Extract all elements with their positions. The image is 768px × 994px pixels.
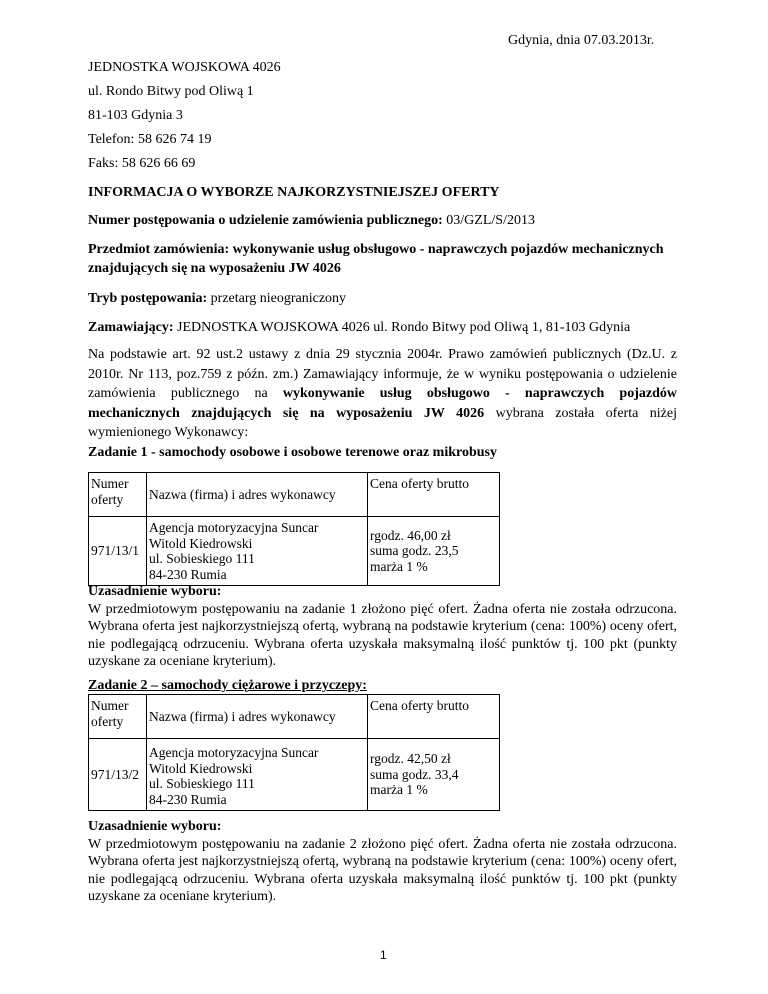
intro-part2: wybrana została oferta niżej wymienionego Wykonawcy: bbox=[88, 405, 677, 441]
offer-number: 971/13/2 bbox=[89, 739, 147, 811]
procedure-number-value: 03/GZL/S/2013 bbox=[442, 213, 535, 228]
subject-value: wykonywanie usług obsługowo - naprawczych pojazdów mechanicznych bbox=[229, 242, 664, 257]
table-row bbox=[89, 739, 500, 811]
task2-justification bbox=[88, 818, 677, 906]
contractor-cell bbox=[147, 517, 368, 586]
ordering-party-label: Zamawiający: bbox=[88, 320, 174, 335]
subject-line1 bbox=[88, 242, 664, 258]
price-line: suma godz. 23,5 bbox=[370, 543, 459, 559]
price-line: suma godz. 33,4 bbox=[370, 766, 459, 782]
page-number: 1 bbox=[380, 948, 387, 962]
document-title: INFORMACJA O WYBORZE NAJKORZYSTNIEJSZEJ OFERTY bbox=[88, 185, 500, 200]
col-price-header: Cena oferty brutto bbox=[368, 473, 500, 517]
contractor-line: Agencja motoryzacyjna Suncar bbox=[149, 520, 319, 535]
ordering-party bbox=[88, 320, 630, 336]
place-date: Gdynia, dnia 07.03.2013r. bbox=[508, 33, 655, 48]
offer-number: 971/13/1 bbox=[89, 517, 147, 586]
price-line: rgodz. 46,00 zł bbox=[370, 527, 451, 543]
intro-bold: wykonywanie usług obsługowo - naprawczych pojazdów mechanicznych znajdujących się na wyposażeniu JW 4026 bbox=[88, 386, 677, 421]
subject-label: Przedmiot zamówienia: bbox=[88, 242, 230, 257]
price-line: marża 1 % bbox=[370, 782, 428, 798]
col-number-header: Numer oferty bbox=[89, 695, 147, 739]
procedure-mode bbox=[88, 291, 346, 307]
task1-offer-table bbox=[88, 472, 500, 586]
subject-line2: znajdujących się na wyposażeniu JW 4026 bbox=[88, 261, 341, 276]
price-line: marża 1 % bbox=[370, 558, 428, 574]
price-line: rgodz. 42,50 zł bbox=[370, 751, 451, 767]
unit-street: ul. Rondo Bitwy pod Oliwą 1 bbox=[88, 84, 254, 99]
col-price-header: Cena oferty brutto bbox=[368, 695, 500, 739]
justification-text: W przedmiotowym postępowaniu na zadanie 1 złożono pięć ofert. Żadna oferta nie została odrzucona. Wybrana oferta jest najkorzystniejszą ofertą, wybraną na podstawie kryterium (cena: 100%) oceny ofert, nie podlegającą odrzuceniu. Wybrana oferta uzyskała maksymalną ilość punktów tj. 100 pkt (punkty uzyskane za oceniane kryterium). bbox=[88, 601, 677, 669]
contractor-cell bbox=[147, 739, 368, 811]
procedure-number-label: Numer postępowania o udzielenie zamówienia publicznego: bbox=[88, 213, 443, 228]
col-name-header: Nazwa (firma) i adres wykonawcy bbox=[147, 473, 368, 517]
mode-value: przetarg nieograniczony bbox=[207, 291, 347, 306]
price-cell bbox=[368, 517, 500, 586]
contractor-line: ul. Sobieskiego 111 bbox=[149, 776, 255, 791]
col-number-header: Numer oferty bbox=[89, 473, 147, 517]
procedure-number bbox=[88, 213, 535, 229]
intro-paragraph bbox=[88, 345, 677, 443]
contractor-line: 84-230 Rumia bbox=[149, 566, 227, 582]
task1-heading: Zadanie 1 - samochody osobowe i osobowe terenowe oraz mikrobusy bbox=[88, 445, 497, 460]
table-header-row bbox=[89, 695, 500, 739]
justification-label: Uzasadnienie wyboru: bbox=[88, 584, 222, 599]
col-name-header: Nazwa (firma) i adres wykonawcy bbox=[147, 695, 368, 739]
contractor-line: Witold Kiedrowski bbox=[149, 535, 253, 551]
contractor-line: ul. Sobieskiego 111 bbox=[149, 551, 255, 566]
contractor-line: 84-230 Rumia bbox=[149, 791, 227, 807]
table-row bbox=[89, 517, 500, 586]
task2-heading: Zadanie 2 – samochody ciężarowe i przyczepy: bbox=[88, 678, 367, 693]
justification-text: W przedmiotowym postępowaniu na zadanie 2 złożono pięć ofert. Żadna oferta nie została odrzucona. Wybrana oferta jest najkorzystniejszą ofertą, wybraną na podstawie kryterium (cena: 100%) oceny ofert, nie podlegającą odrzuceniu. Wybrana oferta uzyskała maksymalną ilość punktów tj. 100 pkt (punkty uzyskane za oceniane kryterium). bbox=[88, 836, 677, 904]
justification-label: Uzasadnienie wyboru: bbox=[88, 819, 222, 834]
task1-justification bbox=[88, 583, 677, 671]
contractor-line: Witold Kiedrowski bbox=[149, 760, 253, 776]
unit-phone: Telefon: 58 626 74 19 bbox=[88, 132, 212, 147]
contractor-line: Agencja motoryzacyjna Suncar bbox=[149, 745, 319, 760]
task2-offer-table bbox=[88, 694, 500, 811]
mode-label: Tryb postępowania: bbox=[88, 291, 208, 306]
table-header-row bbox=[89, 473, 500, 517]
unit-postal: 81-103 Gdynia 3 bbox=[88, 108, 183, 123]
ordering-party-value: JEDNOSTKA WOJSKOWA 4026 ul. Rondo Bitwy pod Oliwą 1, 81-103 Gdynia bbox=[173, 320, 631, 335]
unit-name: JEDNOSTKA WOJSKOWA 4026 bbox=[88, 60, 281, 75]
intro-part1: Na podstawie art. 92 ust.2 ustawy z dnia 29 stycznia 2004r. Prawo zamówień publicznych (Dz.U. z 2010r. Nr 113, poz.759 z późn. zm.) Zamawiający informuje, że w wyniku postępowania o udzielenie zamówienia publicznego na bbox=[88, 347, 677, 402]
price-cell bbox=[368, 739, 500, 811]
unit-fax: Faks: 58 626 66 69 bbox=[88, 156, 196, 171]
